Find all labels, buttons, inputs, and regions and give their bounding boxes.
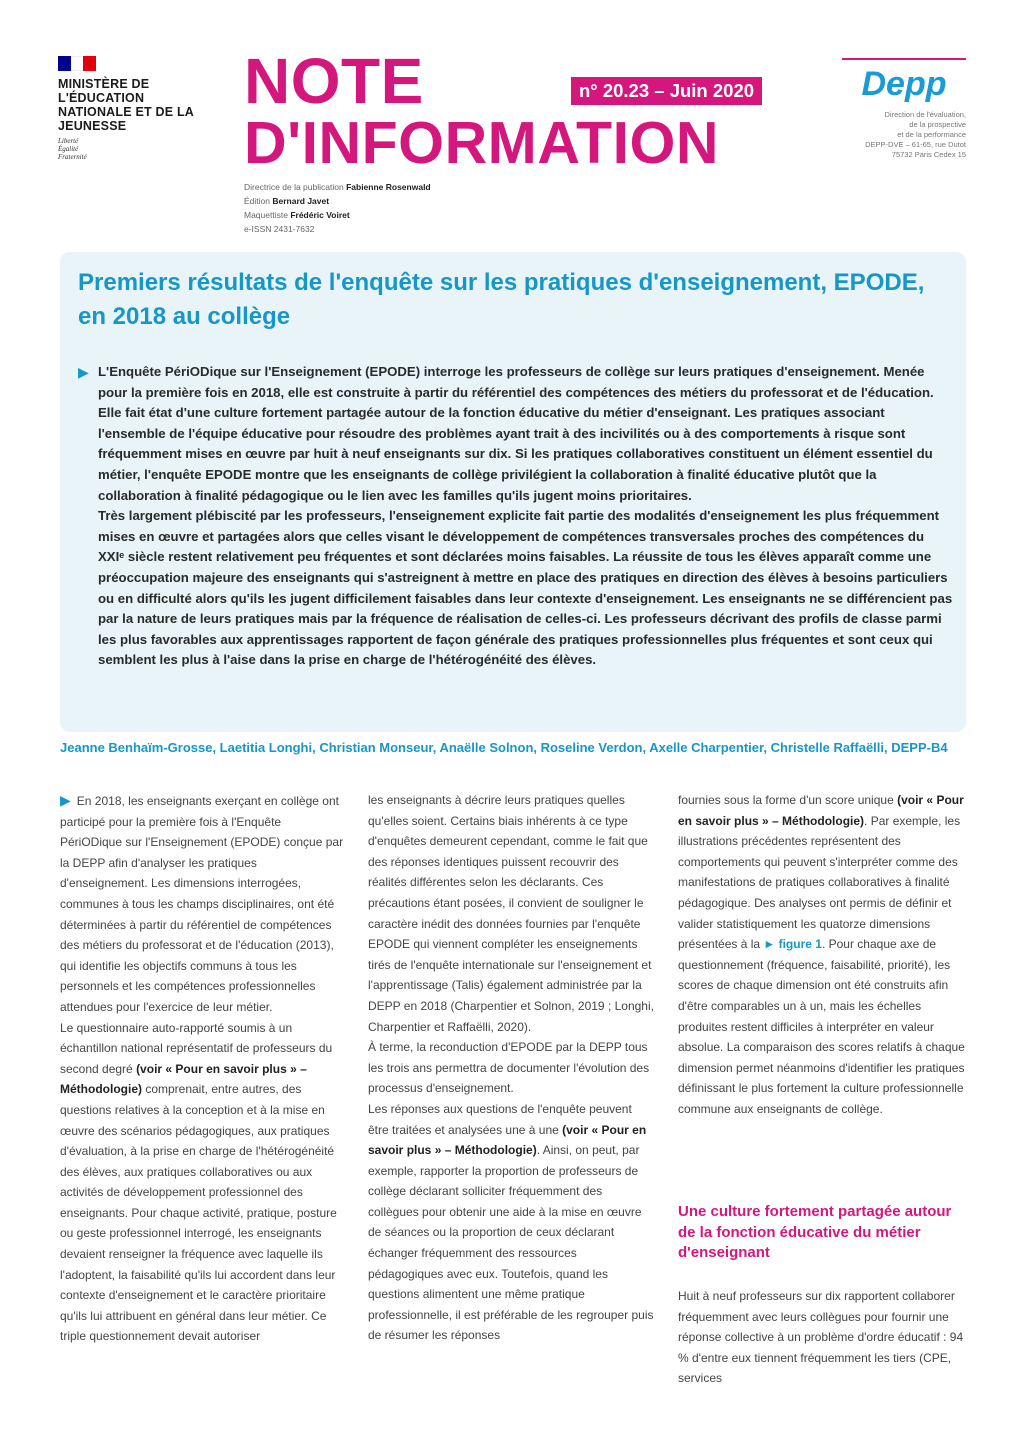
methodology-reference[interactable]: (voir « Pour en savoir plus » – Méthodologie) xyxy=(60,1061,307,1097)
depp-description: Direction de l'évaluation, de la prospective et de la performance DEPP-DVE – 61-65, rue Dutot 75732 Paris Cedex 15 xyxy=(865,110,966,159)
publication-credits: Directrice de la publication Fabienne Rosenwald Édition Bernard Javet Maquettiste Frédéric Voiret e-ISSN 2431-7632 xyxy=(244,182,431,234)
body-column-1: ▶ En 2018, les enseignants exerçant en collège ont participé pour la première fois à l'Enquête PériODique sur l'Enseignement (EPODE) conçue par la DEPP afin d'analyser les pratiques d'enseignement. Les dimensions interrogées, communes à tous les champs disciplinaires, ont été déterminées à partir du référentiel de compétences des métiers du professorat et de l'éducation (2013), qui identifie les objectifs communs à tous les personnels et les compétences professionnelles attendues pour l'exercice de leur métier. Le questionnaire auto-rapporté soumis à un échantillon national représentatif de professeurs du second degré (voir « Pour en savoir plus » – Méthodologie) comprenait, entre autres, des questions relatives à la conception et à la mise en œuvre des scénarios pédagogiques, aux pratiques d'évaluation, à la prise en charge de l'hétérogénéité des élèves, aux pratiques collaboratives ou aux activités de développement professionnel des enseignants. Pour chaque activité, pratique, posture ou geste professionnel interrogé, les enseignants devaient renseigner la fréquence avec laquelle ils l'adoptent, la faisabilité qu'ils lui accordent dans leur contexte d'enseignement et le caractère prioritaire qu'ils lui attribuent en général dans leur métier. Ce triple questionnement devait autoriser xyxy=(60,792,344,1344)
depp-divider xyxy=(842,58,966,60)
section-heading: Une culture fortement partagée autour de la fonction éducative du métier d'enseignant xyxy=(678,1203,952,1261)
authors: Jeanne Benhaïm-Grosse, Laetitia Longhi, Christian Monseur, Anaëlle Solnon, Roseline Verdon, Axelle Charpentier, Christelle Raffaëlli, DEPP-B4 xyxy=(60,740,948,755)
summary-box xyxy=(60,252,966,732)
methodology-reference[interactable]: (voir « Pour en savoir plus » – Méthodologie) xyxy=(368,1122,647,1158)
depp-logo: Depp xyxy=(861,65,947,103)
triangle-bullet-icon: ▶ xyxy=(78,364,89,380)
ministry-logo xyxy=(58,56,218,161)
article-headline: Premiers résultats de l'enquête sur les pratiques d'enseignement, EPODE, en 2018 au collège xyxy=(78,269,925,330)
issue-badge: n° 20.23 – Juin 2020 xyxy=(571,77,762,105)
republic-motto: Liberté Égalité Fraternité xyxy=(58,137,87,161)
title-information: D'INFORMATION xyxy=(244,110,719,176)
methodology-reference[interactable]: (voir « Pour en savoir plus » – Méthodologie) xyxy=(678,793,964,828)
marianne-flag-icon xyxy=(58,56,96,71)
body-column-3-section: Huit à neuf professeurs sur dix rapportent collaborer fréquemment avec leurs collègues pour fournir une réponse collective à un problème d'ordre éducatif : 94 % d'entre eux tiennent fréquemment les tiers (CPE, services xyxy=(678,1289,964,1386)
body-column-3: fournies sous la forme d'un score unique (voir « Pour en savoir plus » – Méthodologie). Par exemple, les illustrations précédentes représentent des comportements qui peuvent s'interpréter comme des manifestations de pratiques collaboratives à finalité pédagogique. Des analyses ont permis de définir et valider statistiquement les quatorze dimensions présentées à la ► figure 1. Pour chaque axe de questionnement (fréquence, faisabilité, priorité), les scores de chaque dimension ont été construits afin d'être comparables un à un, mais les échelles produites restent difficiles à interpréter en valeur absolue. La comparaison des scores relatifs à chaque dimension permet néanmoins d'identifier les pratiques définissant le plus fortement la culture professionnelle commune aux enseignants de collège. xyxy=(678,793,965,1116)
figure-reference[interactable]: ► figure 1 xyxy=(763,937,822,952)
abstract-paragraph-1: L'Enquête PériODique sur l'Enseignement (EPODE) interroge les professeurs de collège sur leurs pratiques d'enseignement. Menée pour la première fois en 2018, elle est construite à partir du référentiel des compétences des métiers du professorat et de l'éducation. Elle fait état d'une culture fortement partagée autour de la fonction éducative du métier d'enseignant. Les pratiques associant l'ensemble de l'équipe éducative pour résoudre des problèmes ayant trait à des incivilités ou à des comportements à risque sont fréquemment mises en œuvre par huit à neuf enseignants sur dix. Si les pratiques collaboratives constituent un élément essentiel du métier, l'enquête EPODE montre que les enseignants de collège privilégient la collaboration à finalité éducative plutôt que la collaboration à finalité pédagogique ou le lien avec les familles qu'ils jugent moins prioritaires. xyxy=(98,364,934,503)
abstract xyxy=(98,362,953,671)
abstract-paragraph-2: Très largement plébiscité par les professeurs, l'enseignement explicite fait partie des modalités d'enseignement les plus fréquemment mises en œuvre et partagées alors que celles visant le développement de compétences transversales proches des compétences du XXIᵉ siècle restent relativement peu fréquentes et sont déclarées moins faisables. La réussite de tous les élèves apparaît comme une préoccupation majeure des enseignants qui s'astreignent à mettre en place des pratiques en direction des élèves à besoins particuliers ou en difficulté alors qu'ils les jugent difficilement faisables dans leur contexte d'enseignement. Les enseignants ne se différencient pas par la nature de leurs pratiques mais par la fréquence de réalisation de celles-ci. Les professeurs décrivant des profils de classe parmi les plus favorables aux apprentissages rapportent de façon générale des pratiques professionnelles plus fréquentes et sont ceux qui semblent les plus à l'aise dans la prise en charge de l'hétérogénéité des élèves. xyxy=(98,508,953,668)
triangle-bullet-icon: ▶ xyxy=(60,792,71,808)
ministry-name: MINISTÈRE DE L'ÉDUCATION NATIONALE ET DE LA JEUNESSE xyxy=(58,77,194,133)
body-column-2: les enseignants à décrire leurs pratiques quelles qu'elles soient. Certains biais inhérents à ce type d'enquêtes demeurent cependant, comme le fait que des réponses identiques puissent recouvrir des réalités différentes selon les déclarants. Ces précautions étant posées, il convient de souligner le caractère inédit des données fournies par l'enquête EPODE qui viennent compléter les enseignements tirés de l'enquête internationale sur l'enseignement et l'apprentissage (Talis) également administrée par la DEPP en 2018 (Charpentier et Solnon, 2019 ; Longhi, Charpentier et Raffaëlli, 2020). À terme, la reconduction d'EPODE par la DEPP tous les trois ans permettra de documenter l'évolution des processus d'enseignement. Les réponses aux questions de l'enquête peuvent être traitées et analysées une à une (voir « Pour en savoir plus » – Méthodologie). Ainsi, on peut, par exemple, rapporter la proportion de professeurs de collège déclarant solliciter fréquemment des collègues pour obtenir une aide à la mise en œuvre de séances ou la proportion de ceux déclarant échanger fréquemment des ressources pédagogiques avec eux. Toutefois, quand les questions alimentent une même pratique professionnelle, il est préférable de les regrouper puis de résumer les réponses xyxy=(368,793,654,1343)
depp-logo-block xyxy=(842,58,966,160)
title-note: NOTE xyxy=(244,45,424,117)
